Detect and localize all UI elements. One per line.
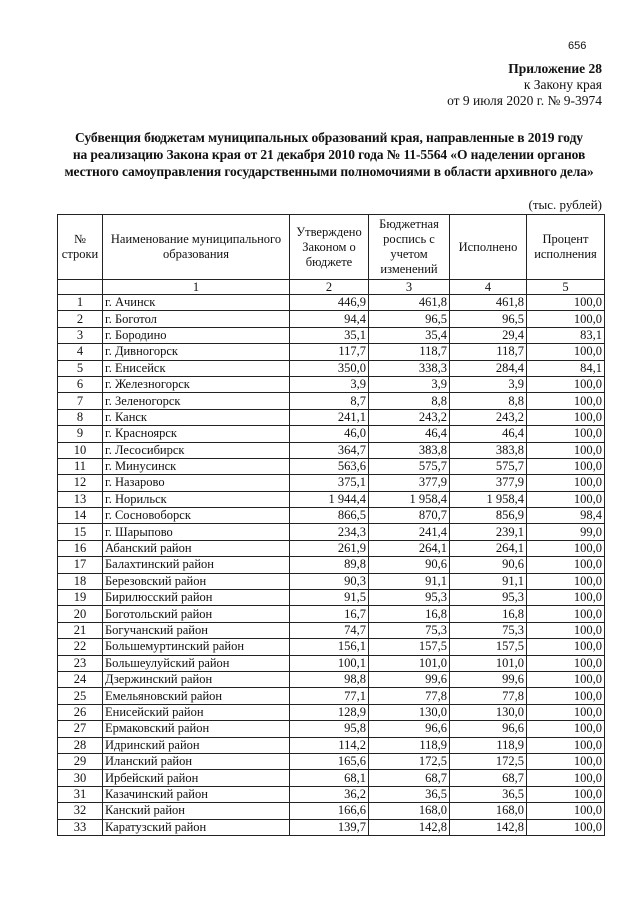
municipality-name-cell: г. Железногорск — [103, 376, 290, 392]
document-title-line-1: Субвенция бюджетам муниципальных образований края, направленные в 2019 году — [75, 130, 583, 145]
budget-schedule-cell: 377,9 — [369, 475, 450, 491]
row-number-cell: 5 — [58, 360, 103, 376]
approved-budget-cell: 165,6 — [290, 753, 369, 769]
row-number-cell: 17 — [58, 557, 103, 573]
execution-percent-cell: 100,0 — [527, 622, 605, 638]
units-label: (тыс. рублей) — [528, 197, 602, 212]
approved-budget-cell: 95,8 — [290, 721, 369, 737]
budget-schedule-cell: 1 958,4 — [369, 491, 450, 507]
row-number-cell: 18 — [58, 573, 103, 589]
execution-percent-cell: 100,0 — [527, 590, 605, 606]
municipality-name-cell: г. Бородино — [103, 327, 290, 343]
executed-cell: 264,1 — [450, 540, 527, 556]
table-row — [58, 655, 605, 671]
approved-budget-cell: 139,7 — [290, 819, 369, 835]
document-title-line-3: местного самоуправления государственными полномочиями в области архивного дела» — [64, 164, 594, 179]
approved-budget-cell: 91,5 — [290, 590, 369, 606]
approved-budget-cell: 114,2 — [290, 737, 369, 753]
budget-schedule-cell: 142,8 — [369, 819, 450, 835]
municipality-name-cell: г. Сосновоборск — [103, 508, 290, 524]
row-number-cell: 25 — [58, 688, 103, 704]
budget-schedule-cell: 118,9 — [369, 737, 450, 753]
budget-schedule-cell: 75,3 — [369, 622, 450, 638]
executed-cell: 36,5 — [450, 786, 527, 802]
table-row — [58, 819, 605, 835]
index-cell — [58, 280, 103, 295]
row-number-cell: 1 — [58, 295, 103, 311]
table-row — [58, 475, 605, 491]
execution-percent-cell: 100,0 — [527, 573, 605, 589]
row-number-cell: 7 — [58, 393, 103, 409]
approved-budget-cell: 234,3 — [290, 524, 369, 540]
document-title-line-2: на реализацию Закона края от 21 декабря 2010 года № 11-5564 «О наделении органов — [72, 147, 586, 162]
executed-cell: 142,8 — [450, 819, 527, 835]
table-row — [58, 491, 605, 507]
budget-schedule-cell: 243,2 — [369, 409, 450, 425]
execution-percent-cell: 100,0 — [527, 803, 605, 819]
execution-percent-cell: 100,0 — [527, 557, 605, 573]
municipality-name-cell: Енисейский район — [103, 704, 290, 720]
budget-schedule-cell: 172,5 — [369, 753, 450, 769]
executed-cell: 95,3 — [450, 590, 527, 606]
executed-cell: 130,0 — [450, 704, 527, 720]
budget-schedule-cell: 383,8 — [369, 442, 450, 458]
table-row — [58, 360, 605, 376]
execution-percent-cell: 83,1 — [527, 327, 605, 343]
row-number-cell: 16 — [58, 540, 103, 556]
table-row — [58, 606, 605, 622]
row-number-cell: 4 — [58, 344, 103, 360]
approved-budget-cell: 261,9 — [290, 540, 369, 556]
executed-cell: 16,8 — [450, 606, 527, 622]
execution-percent-cell: 100,0 — [527, 311, 605, 327]
municipality-name-cell: г. Зеленогорск — [103, 393, 290, 409]
table-row — [58, 639, 605, 655]
municipality-name-cell: г. Норильск — [103, 491, 290, 507]
executed-cell: 243,2 — [450, 409, 527, 425]
budget-schedule-cell: 95,3 — [369, 590, 450, 606]
row-number-cell: 3 — [58, 327, 103, 343]
document-title — [40, 129, 618, 180]
table-row — [58, 393, 605, 409]
municipality-name-cell: Березовский район — [103, 573, 290, 589]
executed-cell: 1 958,4 — [450, 491, 527, 507]
table-row — [58, 557, 605, 573]
row-number-cell: 15 — [58, 524, 103, 540]
row-number-cell: 6 — [58, 376, 103, 392]
row-number-cell: 29 — [58, 753, 103, 769]
table-header-row — [58, 215, 605, 280]
municipality-name-cell: г. Назарово — [103, 475, 290, 491]
execution-percent-cell: 100,0 — [527, 393, 605, 409]
approved-budget-cell: 117,7 — [290, 344, 369, 360]
budget-schedule-cell: 8,8 — [369, 393, 450, 409]
approved-budget-cell: 446,9 — [290, 295, 369, 311]
executed-cell: 172,5 — [450, 753, 527, 769]
municipality-name-cell: Казачинский район — [103, 786, 290, 802]
approved-budget-cell: 98,8 — [290, 671, 369, 687]
table-row — [58, 737, 605, 753]
municipality-name-cell: Богучанский район — [103, 622, 290, 638]
execution-percent-cell: 100,0 — [527, 753, 605, 769]
appendix-block — [447, 61, 602, 109]
executed-cell: 90,6 — [450, 557, 527, 573]
index-cell: 2 — [290, 280, 369, 295]
table-row — [58, 786, 605, 802]
budget-schedule-cell: 118,7 — [369, 344, 450, 360]
budget-schedule-cell: 241,4 — [369, 524, 450, 540]
row-number-cell: 13 — [58, 491, 103, 507]
approved-budget-cell: 8,7 — [290, 393, 369, 409]
municipality-name-cell: г. Енисейск — [103, 360, 290, 376]
subsidy-table — [57, 214, 605, 836]
execution-percent-cell: 100,0 — [527, 606, 605, 622]
municipality-name-cell: г. Минусинск — [103, 458, 290, 474]
appendix-law-ref: к Закону края — [523, 77, 602, 92]
table-row — [58, 409, 605, 425]
executed-cell: 75,3 — [450, 622, 527, 638]
budget-schedule-cell: 168,0 — [369, 803, 450, 819]
budget-schedule-cell: 264,1 — [369, 540, 450, 556]
row-number-cell: 24 — [58, 671, 103, 687]
budget-schedule-cell: 90,6 — [369, 557, 450, 573]
budget-schedule-cell: 35,4 — [369, 327, 450, 343]
table-row — [58, 688, 605, 704]
executed-cell: 46,4 — [450, 426, 527, 442]
table-row — [58, 376, 605, 392]
row-number-cell: 30 — [58, 770, 103, 786]
executed-cell: 575,7 — [450, 458, 527, 474]
executed-cell: 96,5 — [450, 311, 527, 327]
table-row — [58, 803, 605, 819]
execution-percent-cell: 100,0 — [527, 770, 605, 786]
execution-percent-cell: 100,0 — [527, 819, 605, 835]
execution-percent-cell: 100,0 — [527, 704, 605, 720]
row-number-cell: 2 — [58, 311, 103, 327]
row-number-cell: 26 — [58, 704, 103, 720]
index-cell: 5 — [527, 280, 605, 295]
municipality-name-cell: Абанский район — [103, 540, 290, 556]
row-number-cell: 8 — [58, 409, 103, 425]
approved-budget-cell: 375,1 — [290, 475, 369, 491]
execution-percent-cell: 100,0 — [527, 639, 605, 655]
budget-schedule-cell: 575,7 — [369, 458, 450, 474]
executed-cell: 239,1 — [450, 524, 527, 540]
executed-cell: 856,9 — [450, 508, 527, 524]
municipality-name-cell: Каратузский район — [103, 819, 290, 835]
row-number-cell: 12 — [58, 475, 103, 491]
approved-budget-cell: 94,4 — [290, 311, 369, 327]
table-row — [58, 311, 605, 327]
column-index-row — [58, 280, 605, 295]
municipality-name-cell: Боготольский район — [103, 606, 290, 622]
municipality-name-cell: г. Красноярск — [103, 426, 290, 442]
approved-budget-cell: 68,1 — [290, 770, 369, 786]
approved-budget-cell: 241,1 — [290, 409, 369, 425]
executed-cell: 284,4 — [450, 360, 527, 376]
table-row — [58, 622, 605, 638]
municipality-name-cell: Большемуртинский район — [103, 639, 290, 655]
header-approved-budget: Утверждено Законом о бюджете — [290, 215, 369, 280]
budget-schedule-cell: 68,7 — [369, 770, 450, 786]
table-row — [58, 295, 605, 311]
budget-schedule-cell: 99,6 — [369, 671, 450, 687]
budget-schedule-cell: 870,7 — [369, 508, 450, 524]
row-number-cell: 32 — [58, 803, 103, 819]
approved-budget-cell: 1 944,4 — [290, 491, 369, 507]
table-row — [58, 573, 605, 589]
approved-budget-cell: 350,0 — [290, 360, 369, 376]
budget-schedule-cell: 96,5 — [369, 311, 450, 327]
appendix-title: Приложение 28 — [508, 61, 602, 76]
row-number-cell: 11 — [58, 458, 103, 474]
executed-cell: 96,6 — [450, 721, 527, 737]
row-number-cell: 21 — [58, 622, 103, 638]
execution-percent-cell: 100,0 — [527, 376, 605, 392]
execution-percent-cell: 100,0 — [527, 721, 605, 737]
budget-schedule-cell: 46,4 — [369, 426, 450, 442]
approved-budget-cell: 100,1 — [290, 655, 369, 671]
execution-percent-cell: 100,0 — [527, 475, 605, 491]
budget-schedule-cell: 130,0 — [369, 704, 450, 720]
execution-percent-cell: 100,0 — [527, 688, 605, 704]
executed-cell: 383,8 — [450, 442, 527, 458]
budget-schedule-cell: 338,3 — [369, 360, 450, 376]
executed-cell: 461,8 — [450, 295, 527, 311]
row-number-cell: 19 — [58, 590, 103, 606]
execution-percent-cell: 100,0 — [527, 409, 605, 425]
table-row — [58, 770, 605, 786]
table-row — [58, 704, 605, 720]
approved-budget-cell: 90,3 — [290, 573, 369, 589]
executed-cell: 29,4 — [450, 327, 527, 343]
row-number-cell: 10 — [58, 442, 103, 458]
table-row — [58, 590, 605, 606]
header-executed: Исполнено — [450, 215, 527, 280]
index-cell: 4 — [450, 280, 527, 295]
approved-budget-cell: 3,9 — [290, 376, 369, 392]
table-row — [58, 426, 605, 442]
approved-budget-cell: 77,1 — [290, 688, 369, 704]
approved-budget-cell: 36,2 — [290, 786, 369, 802]
municipality-name-cell: Канский район — [103, 803, 290, 819]
budget-schedule-cell: 16,8 — [369, 606, 450, 622]
approved-budget-cell: 364,7 — [290, 442, 369, 458]
approved-budget-cell: 35,1 — [290, 327, 369, 343]
executed-cell: 157,5 — [450, 639, 527, 655]
approved-budget-cell: 128,9 — [290, 704, 369, 720]
header-municipality-name: Наименование муниципального образования — [103, 215, 290, 280]
municipality-name-cell: Балахтинский район — [103, 557, 290, 573]
table-row — [58, 524, 605, 540]
executed-cell: 101,0 — [450, 655, 527, 671]
municipality-name-cell: г. Ачинск — [103, 295, 290, 311]
table-row — [58, 458, 605, 474]
execution-percent-cell: 100,0 — [527, 737, 605, 753]
approved-budget-cell: 866,5 — [290, 508, 369, 524]
table-row — [58, 442, 605, 458]
table-row — [58, 753, 605, 769]
execution-percent-cell: 100,0 — [527, 540, 605, 556]
row-number-cell: 22 — [58, 639, 103, 655]
table-row — [58, 671, 605, 687]
table-row — [58, 344, 605, 360]
execution-percent-cell: 99,0 — [527, 524, 605, 540]
municipality-name-cell: г. Шарыпово — [103, 524, 290, 540]
budget-schedule-cell: 157,5 — [369, 639, 450, 655]
execution-percent-cell: 100,0 — [527, 442, 605, 458]
header-row-number: № строки — [58, 215, 103, 280]
municipality-name-cell: Бирилюсский район — [103, 590, 290, 606]
row-number-cell: 31 — [58, 786, 103, 802]
execution-percent-cell: 100,0 — [527, 655, 605, 671]
index-cell: 3 — [369, 280, 450, 295]
executed-cell: 99,6 — [450, 671, 527, 687]
municipality-name-cell: г. Лесосибирск — [103, 442, 290, 458]
table-row — [58, 327, 605, 343]
table-row — [58, 508, 605, 524]
executed-cell: 91,1 — [450, 573, 527, 589]
budget-schedule-cell: 91,1 — [369, 573, 450, 589]
table-row — [58, 721, 605, 737]
approved-budget-cell: 156,1 — [290, 639, 369, 655]
index-cell: 1 — [103, 280, 290, 295]
execution-percent-cell: 100,0 — [527, 671, 605, 687]
execution-percent-cell: 100,0 — [527, 344, 605, 360]
execution-percent-cell: 100,0 — [527, 295, 605, 311]
budget-schedule-cell: 36,5 — [369, 786, 450, 802]
row-number-cell: 14 — [58, 508, 103, 524]
municipality-name-cell: г. Боготол — [103, 311, 290, 327]
table-row — [58, 540, 605, 556]
budget-schedule-cell: 77,8 — [369, 688, 450, 704]
municipality-name-cell: Иланский район — [103, 753, 290, 769]
executed-cell: 3,9 — [450, 376, 527, 392]
execution-percent-cell: 100,0 — [527, 426, 605, 442]
execution-percent-cell: 100,0 — [527, 458, 605, 474]
executed-cell: 118,9 — [450, 737, 527, 753]
execution-percent-cell: 98,4 — [527, 508, 605, 524]
approved-budget-cell: 166,6 — [290, 803, 369, 819]
execution-percent-cell: 84,1 — [527, 360, 605, 376]
appendix-date: от 9 июля 2020 г. № 9-3974 — [447, 93, 602, 108]
executed-cell: 77,8 — [450, 688, 527, 704]
executed-cell: 68,7 — [450, 770, 527, 786]
approved-budget-cell: 46,0 — [290, 426, 369, 442]
budget-schedule-cell: 101,0 — [369, 655, 450, 671]
executed-cell: 118,7 — [450, 344, 527, 360]
row-number-cell: 33 — [58, 819, 103, 835]
municipality-name-cell: г. Канск — [103, 409, 290, 425]
row-number-cell: 27 — [58, 721, 103, 737]
municipality-name-cell: Большеулуйский район — [103, 655, 290, 671]
budget-schedule-cell: 3,9 — [369, 376, 450, 392]
municipality-name-cell: Емельяновский район — [103, 688, 290, 704]
header-budget-schedule: Бюджетная роспись с учетом изменений — [369, 215, 450, 280]
approved-budget-cell: 74,7 — [290, 622, 369, 638]
row-number-cell: 28 — [58, 737, 103, 753]
municipality-name-cell: Идринский район — [103, 737, 290, 753]
row-number-cell: 9 — [58, 426, 103, 442]
page-number: 656 — [568, 40, 587, 52]
executed-cell: 8,8 — [450, 393, 527, 409]
executed-cell: 377,9 — [450, 475, 527, 491]
municipality-name-cell: Дзержинский район — [103, 671, 290, 687]
budget-schedule-cell: 461,8 — [369, 295, 450, 311]
execution-percent-cell: 100,0 — [527, 786, 605, 802]
budget-schedule-cell: 96,6 — [369, 721, 450, 737]
header-execution-percent: Процент исполнения — [527, 215, 605, 280]
row-number-cell: 23 — [58, 655, 103, 671]
executed-cell: 168,0 — [450, 803, 527, 819]
municipality-name-cell: Ермаковский район — [103, 721, 290, 737]
municipality-name-cell: г. Дивногорск — [103, 344, 290, 360]
approved-budget-cell: 16,7 — [290, 606, 369, 622]
municipality-name-cell: Ирбейский район — [103, 770, 290, 786]
approved-budget-cell: 89,8 — [290, 557, 369, 573]
row-number-cell: 20 — [58, 606, 103, 622]
execution-percent-cell: 100,0 — [527, 491, 605, 507]
approved-budget-cell: 563,6 — [290, 458, 369, 474]
